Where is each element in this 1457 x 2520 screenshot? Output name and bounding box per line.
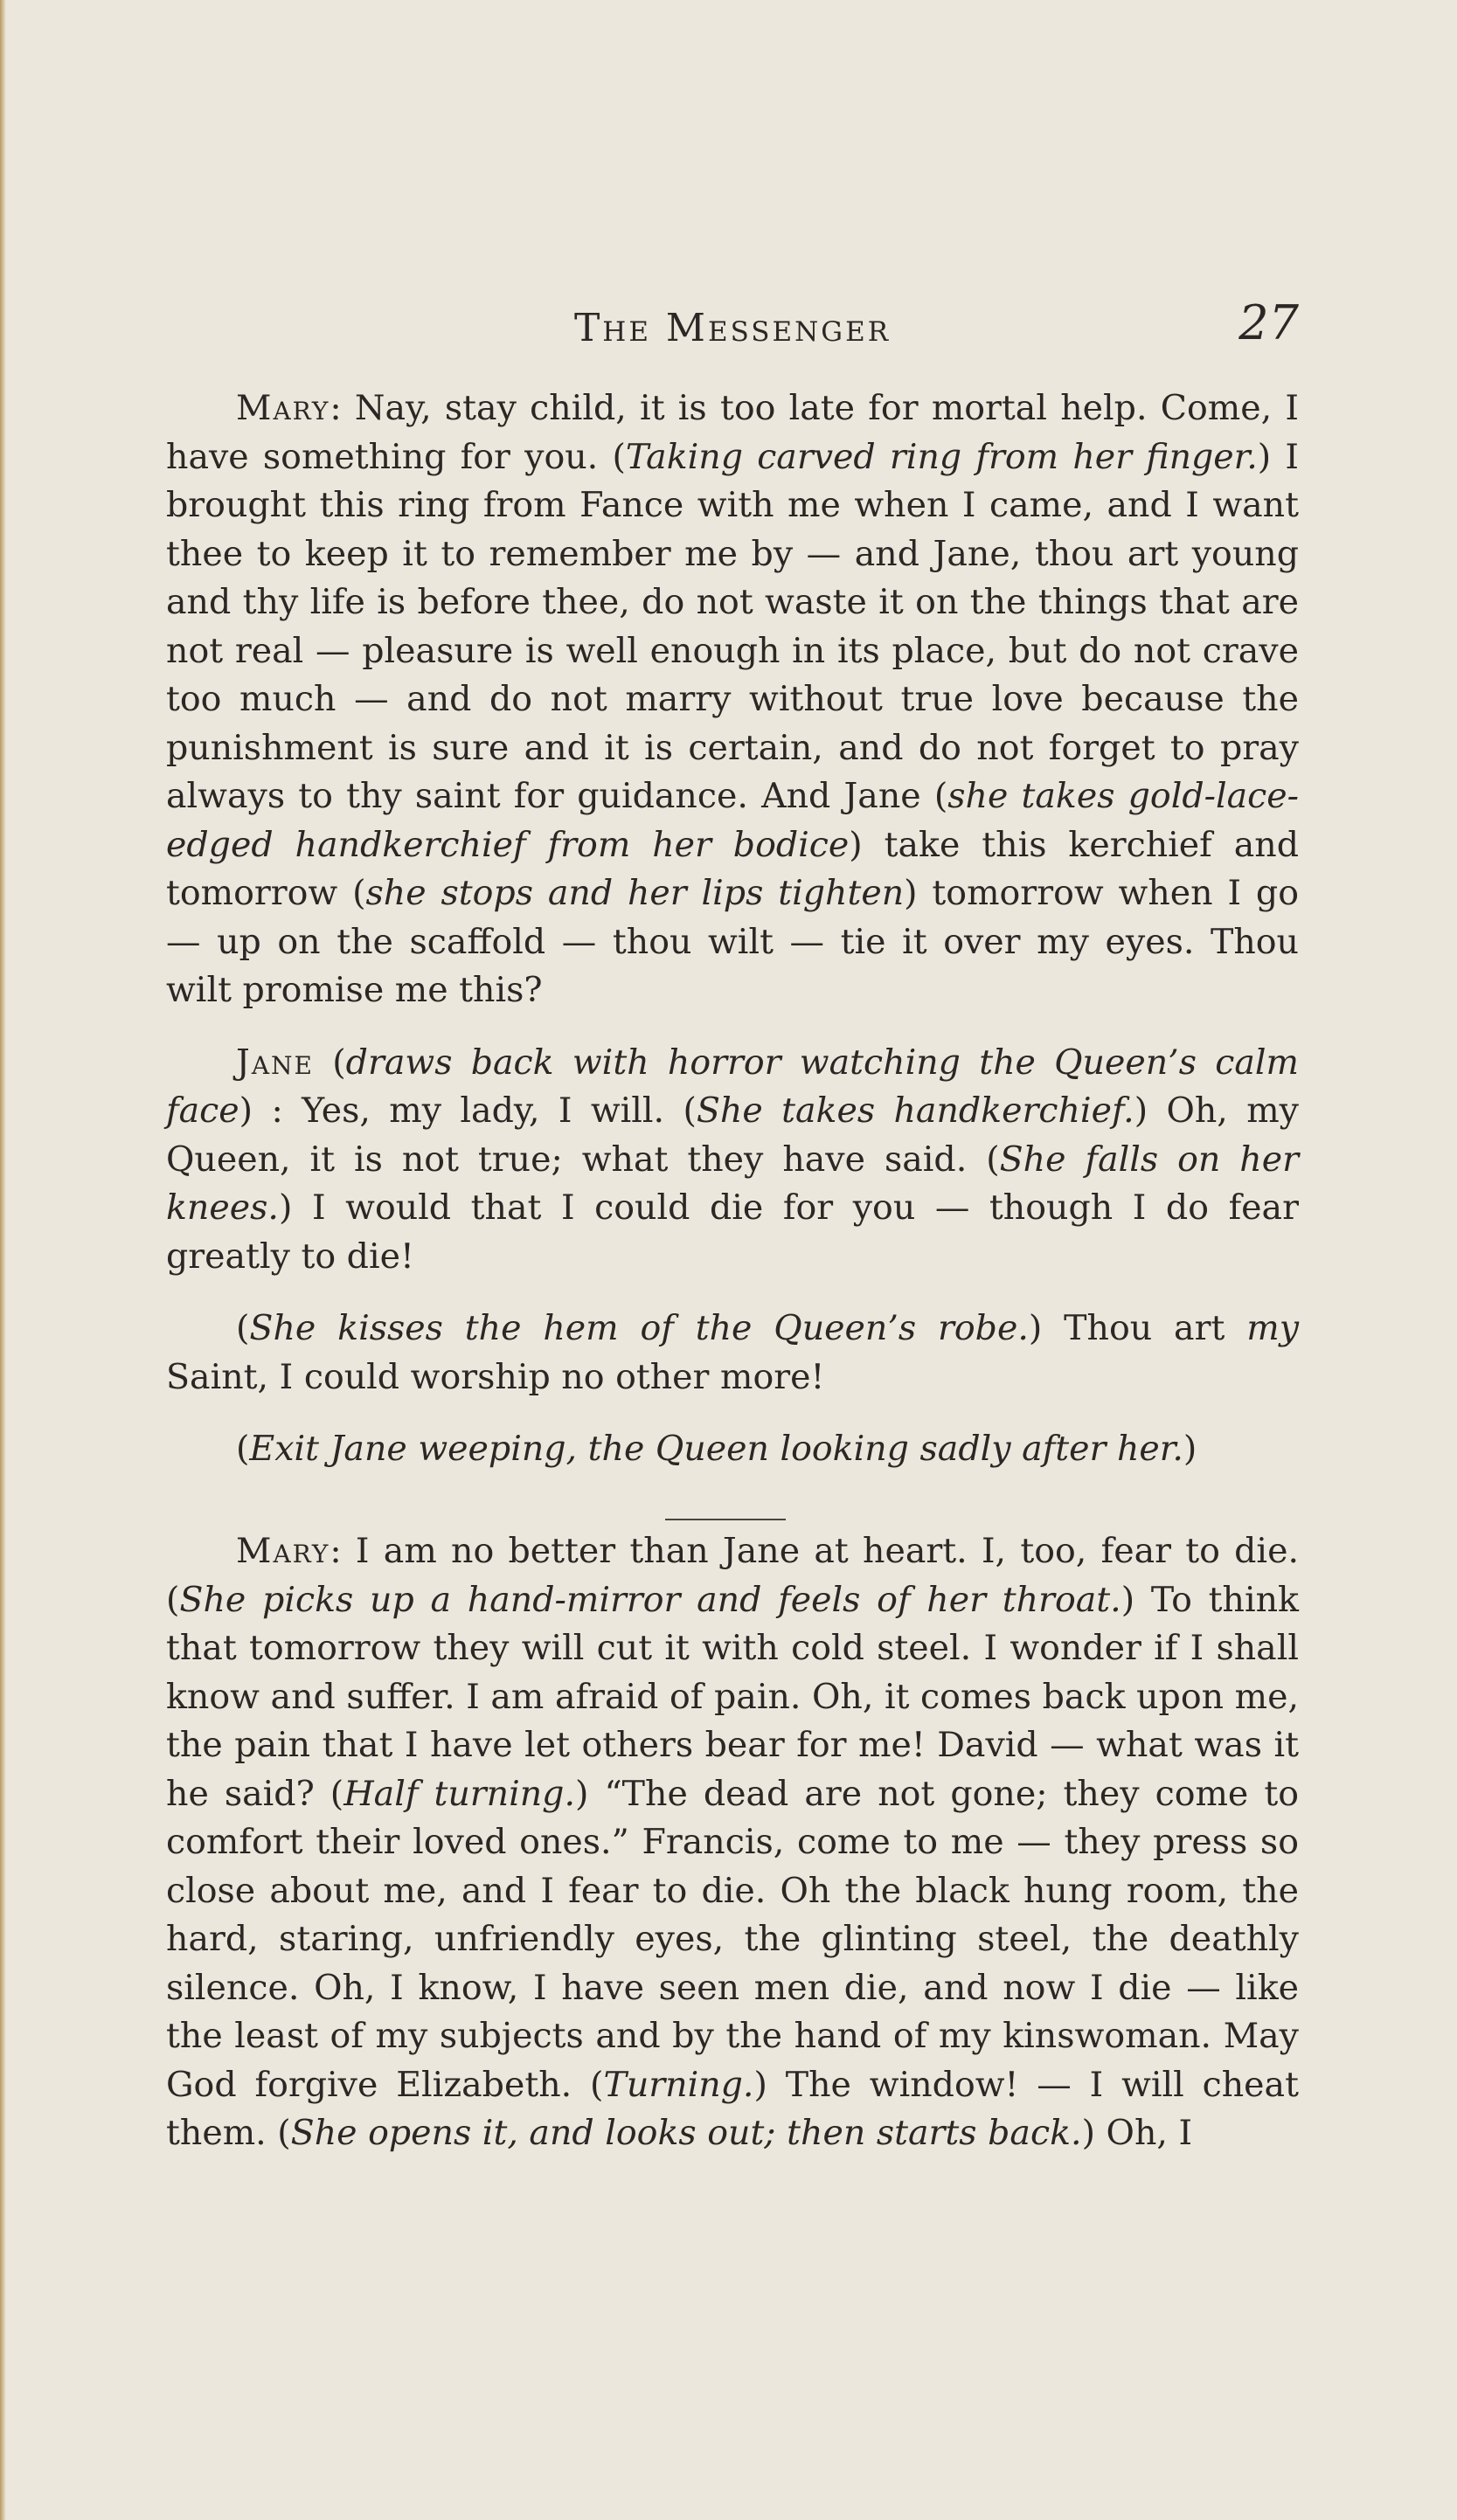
stage-direction: She kisses the hem of the Queen’s robe. xyxy=(249,1308,1029,1348)
running-title: The Messenger xyxy=(573,306,892,350)
dialogue-text: ) Oh, my Queen, it is not true; what they have said. ( xyxy=(166,1090,1299,1180)
emphasis-text: my xyxy=(1246,1308,1300,1348)
dialogue-text: ) “The dead are not gone; they come to comfort their loved ones.” Francis, come to me — they press so close about me, and I fear to die. Oh the black hung room, the hard, staring, unfriendly eyes, the glinting steel, the deathly silence. Oh, I know, I have seen men die, and now I die — like the least of my subjects and by the hand of my kinswoman. May God forgive Elizabeth. ( xyxy=(166,1773,1299,2105)
dialogue-text: : Nay, stay child, it is too late for mortal help. Come, I have something for you. ( xyxy=(166,388,1299,477)
dialogue-text: ) The window! — I will cheat them. ( xyxy=(166,2064,1299,2153)
stage-direction: Turning. xyxy=(603,2064,754,2105)
speaker-name: Mary xyxy=(236,1531,330,1571)
speaker-name: Jane xyxy=(236,1042,314,1083)
dialogue-text: ( xyxy=(314,1042,346,1083)
dialogue-text: ( xyxy=(236,1308,250,1348)
page-spine-edge xyxy=(0,0,6,2520)
stage-direction: She opens it, and looks out; then starts back. xyxy=(290,2113,1082,2153)
dialogue-block-2 xyxy=(166,1527,1299,2158)
stage-direction: She picks up a hand-mirror and feels of her throat. xyxy=(179,1579,1121,1620)
dialogue-text: ) I would that I could die for you — though I do fear greatly to die! xyxy=(166,1187,1299,1277)
dialogue-text: ) I brought this ring from Fance with me when I came, and I want thee to keep it to remember me by — and Jane, thou art young and thy life is before thee, do not waste it on the things that are not real — pleasure is well enough in its place, but do not crave too much — and do not marry without true love because the punishment is sure and it is certain, and do not forget to pray always to thy saint for guidance. And Jane ( xyxy=(166,436,1300,816)
stage-direction: she takes gold-lace-edged handkerchief from her bodice xyxy=(166,776,1299,865)
paragraph-jane-kisses-robe xyxy=(166,1305,1299,1402)
dialogue-text: Saint, I could worship no other more! xyxy=(166,1356,825,1397)
dialogue-text: ( xyxy=(236,1429,250,1469)
stage-direction: Taking carved ring from her finger. xyxy=(625,436,1258,477)
dialogue-text: ) Thou art xyxy=(1028,1308,1247,1348)
dialogue-text: ) xyxy=(1183,1429,1197,1469)
section-divider xyxy=(166,1514,1299,1523)
stage-direction: she stops and her lips tighten xyxy=(365,873,905,913)
dialogue-text: : I am no better than Jane at heart. I, too, fear to die. ( xyxy=(166,1531,1299,1620)
speaker-name: Mary xyxy=(236,388,330,428)
dialogue-text: ) To think that tomorrow they will cut it with cold steel. I wonder if I shall know and suffer. I am afraid of pain. Oh, it comes back upon me, the pain that I have let others bear for me! David — what was it he said? ( xyxy=(166,1579,1299,1814)
stage-direction: She takes handkerchief. xyxy=(696,1090,1134,1131)
stage-direction: draws back with horror watching the Queen’s calm face xyxy=(166,1042,1299,1131)
paragraph-exit-direction xyxy=(166,1425,1299,1474)
dialogue-text: ) Oh, I xyxy=(1081,2113,1193,2153)
running-header xyxy=(166,287,1299,357)
stage-direction: She falls on her knees. xyxy=(166,1139,1299,1228)
page-number: 27 xyxy=(1238,295,1299,350)
divider-rule xyxy=(665,1519,786,1520)
stage-direction: Half turning. xyxy=(343,1773,576,1814)
dialogue-text: ) take this kerchief and tomorrow ( xyxy=(166,824,1299,913)
paragraph-mary-speech xyxy=(166,384,1299,1015)
stage-direction: Exit Jane weeping, the Queen looking sadly after her. xyxy=(249,1429,1183,1469)
paragraph-jane-speech xyxy=(166,1039,1299,1282)
paragraph-mary-soliloquy xyxy=(166,1527,1299,2158)
dialogue-text: ) tomorrow when I go — up on the scaffold — thou wilt — tie it over my eyes. Thou wilt promise me this? xyxy=(166,873,1299,1010)
dialogue-block-1 xyxy=(166,384,1299,1474)
dialogue-text: ) : Yes, my lady, I will. ( xyxy=(239,1090,697,1131)
